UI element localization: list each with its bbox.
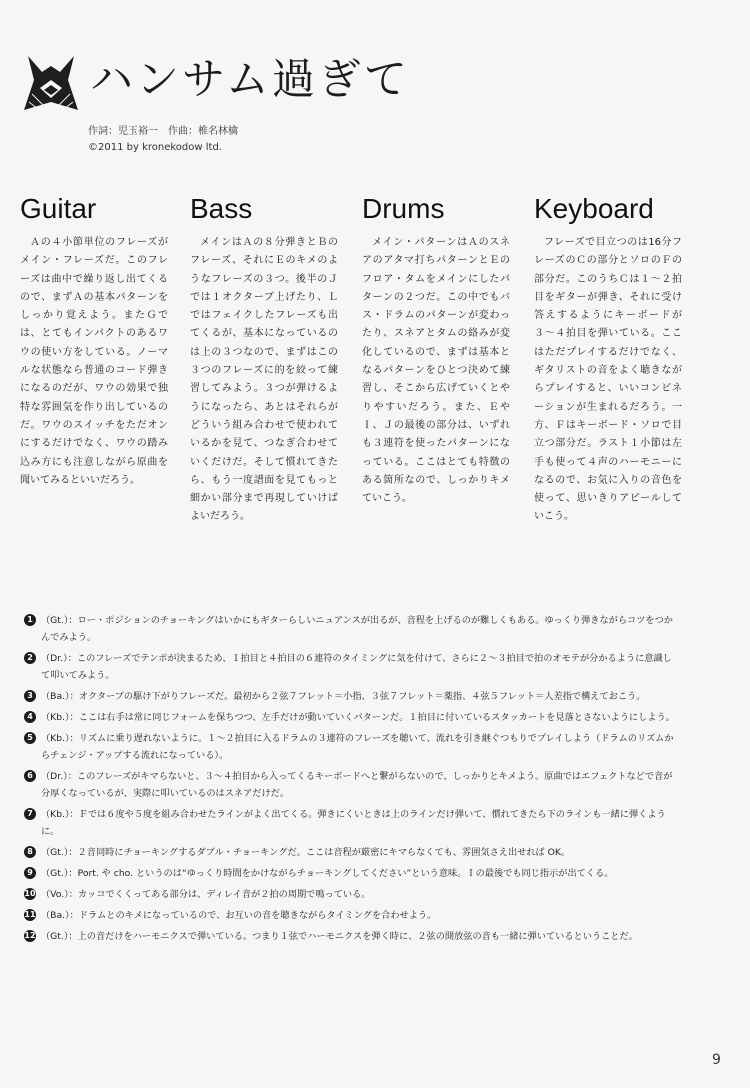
note-text: （Ba.）：オクターブの駆け下がりフレーズだ。最初から２弦７フレット＝小指、３弦７フレット＝薬指、４弦５フレット＝人差指で構えておこう。 bbox=[41, 691, 646, 702]
note-text: （Kb.）：Ｆでは６度や５度を組み合わせたラインがよく出てくる。弾きにくいときは上のラインだけ弾いて、慣れてきたら下のラインも一緒に弾くように。 bbox=[41, 809, 666, 837]
note-number: 6 bbox=[24, 770, 36, 782]
copyright: ©2011 by kronekodow ltd. bbox=[88, 142, 222, 153]
column-bass bbox=[190, 192, 338, 527]
note-item bbox=[24, 806, 676, 840]
column-guitar bbox=[20, 192, 168, 490]
note-item bbox=[24, 730, 676, 764]
note-number: 2 bbox=[24, 652, 36, 664]
note-text: （Gt.）：２音同時にチョーキングするダブル・チョーキングだ。ここは音程が厳密にキマらなくても、雰囲気さえ出せれば OK。 bbox=[41, 847, 571, 858]
credit-lyrics-music: 作詞：児玉裕一 作曲：椎名林檎 bbox=[88, 126, 238, 137]
note-item bbox=[24, 650, 676, 684]
note-item bbox=[24, 688, 676, 705]
column-body: Ａの４小節単位のフレーズがメイン・フレーズだ。このフレーズは曲中で繰り返し出てくるので、まずＡの基本パターンをしっかり覚えよう。またＧでは、とてもインパクトのあるワウの使い方をしている。ノーマルな状態なら普通のコード弾きになるのだが、ワウの効果で独特な雰囲気を作り出しているのだ。ワウのスイッチをただオンにするだけでなく、ワウの踏み込み方にも注意しながら原曲を聞いてみるといいだろう。 bbox=[20, 237, 168, 486]
note-number: 7 bbox=[24, 808, 36, 820]
note-number: 1 bbox=[24, 614, 36, 626]
column-body: メイン・パターンはＡのスネアのアタマ打ちパターンとＥのフロア・タムをメインにしたパターンの２つだ。この中でもバス・ドラムのパターンが変わったり、スネアとタムの絡みが変化しているので、まずは基本となるパターンをひとつ決めて練習し、そこから広げていくとやりやすいだろう。また、ＥやＩ、Ｊの最後の部分は、いずれも３連符を使ったパターンになっている。ここはとても特徴のある箇所なので、しっかりキメていこう。 bbox=[362, 237, 510, 505]
note-number: 3 bbox=[24, 690, 36, 702]
note-item bbox=[24, 865, 676, 882]
column-heading: Guitar bbox=[20, 193, 97, 224]
note-item bbox=[24, 886, 676, 903]
note-text: （Vo.）：カッコでくくってある部分は、ディレイ音が２拍の周期で鳴っている。 bbox=[41, 889, 371, 900]
note-number: 9 bbox=[24, 867, 36, 879]
note-item bbox=[24, 844, 676, 861]
note-number: 11 bbox=[24, 910, 36, 919]
note-number: 4 bbox=[24, 711, 36, 723]
helmet-logo-icon bbox=[20, 54, 82, 114]
note-text: （Dr.）：このフレーズがキマらないと、３〜４拍目から入ってくるキーボードへと繋がらないので、しっかりとキメよう。原曲ではエフェクトなどで音が分厚くなっているが、実際に叩いているのはスネアだけだ。 bbox=[41, 771, 673, 799]
note-text: （Ba.）：ドラムとのキメになっているので、お互いの音を聴きながらタイミングを合わせよう。 bbox=[41, 910, 437, 921]
note-text: （Dr.）：このフレーズでテンポが決まるため、１拍目と４拍目の６連符のタイミングに気を付けて、さらに２〜３拍目で拍のオモテが分かるように意識して叩いてみよう。 bbox=[41, 653, 672, 681]
column-body: フレーズで目立つのは16分フレーズのＣの部分とソロのＦの部分だ。このうちＣは１〜２拍目をギターが弾き、それに受け答えするようにキーボードが３〜４拍目を弾いている。ここはただプレイするだけでなく、ギタリストの音をよく聴きながらプレイすると、いいコンビネーションが生まれるだろう。一方、Ｆはキーボード・ソロで目立つ部分だ。ラスト１小節は左手も使って４声のハーモニーになるので、お気に入りの音色を使って、思いきりアピールしていこう。 bbox=[534, 237, 682, 523]
page-title: ハンサム過ぎて bbox=[90, 55, 410, 105]
note-item bbox=[24, 928, 676, 945]
instrument-columns bbox=[20, 192, 730, 537]
note-number: 12 bbox=[24, 931, 36, 940]
note-number: 8 bbox=[24, 846, 36, 858]
note-number: 5 bbox=[24, 732, 36, 744]
column-drums bbox=[362, 192, 510, 508]
note-text: （Kb.）：リズムに乗り遅れないように。１〜２拍目に入るドラムの３連符のフレーズを聴いて、流れを引き継ぐつもりでプレイしよう（ドラムのリズムからチェンジ・アップする流れになっている）。 bbox=[41, 733, 674, 761]
header bbox=[20, 48, 720, 118]
credits bbox=[88, 124, 238, 156]
column-body: メインはＡの８分弾きとＢのフレーズ、それにＥのキメのようなフレーズの３つ。後半のＪでは１オクターブ上げたり、Ｌではフェイクしたフレーズも出てくるが、基本になっているのは上の３つなので、まずはこの３つのフレーズに的を絞って練習してみよう。３つが弾けるようになったら、あとはそれらがどういう組み合わせで使われているかを見て、つなぎ合わせていくだけだ。そして慣れてきたら、もう一度譜面を見てもっと細かい部分まで再現していけばよいだろう。 bbox=[190, 237, 338, 523]
performance-notes bbox=[24, 612, 676, 949]
column-heading: Keyboard bbox=[534, 193, 654, 224]
column-keyboard bbox=[534, 192, 682, 527]
page-number: 9 bbox=[712, 1052, 721, 1068]
note-item bbox=[24, 612, 676, 646]
column-heading: Drums bbox=[362, 193, 445, 224]
column-heading: Bass bbox=[190, 193, 253, 224]
note-text: （Gt.）：上の音だけをハーモニクスで弾いている。つまり１弦でハーモニクスを弾く時に、２弦の開放弦の音も一緒に弾いているということだ。 bbox=[41, 931, 638, 942]
note-item bbox=[24, 768, 676, 802]
note-text: （Kb.）：ここは右手は常に同じフォームを保ちつつ、左手だけが動いていくパターンだ。１拍目に付いているスタッカートを見落とさないようにしよう。 bbox=[41, 712, 675, 723]
note-text: （Gt.）：Port. や cho. というのは“ゆっくり時間をかけながらチョーキングしてください”という意味。Ｉの最後でも同じ指示が出てくる。 bbox=[41, 868, 614, 879]
note-number: 10 bbox=[24, 889, 36, 898]
note-item bbox=[24, 709, 676, 726]
note-item bbox=[24, 907, 676, 924]
note-text: （Gt.）：ロー・ポジションのチョーキングはいかにもギターらしいニュアンスが出るが、音程を上げるのが難しくもある。ゆっくり弾きながらコツをつかんでみよう。 bbox=[41, 615, 673, 643]
